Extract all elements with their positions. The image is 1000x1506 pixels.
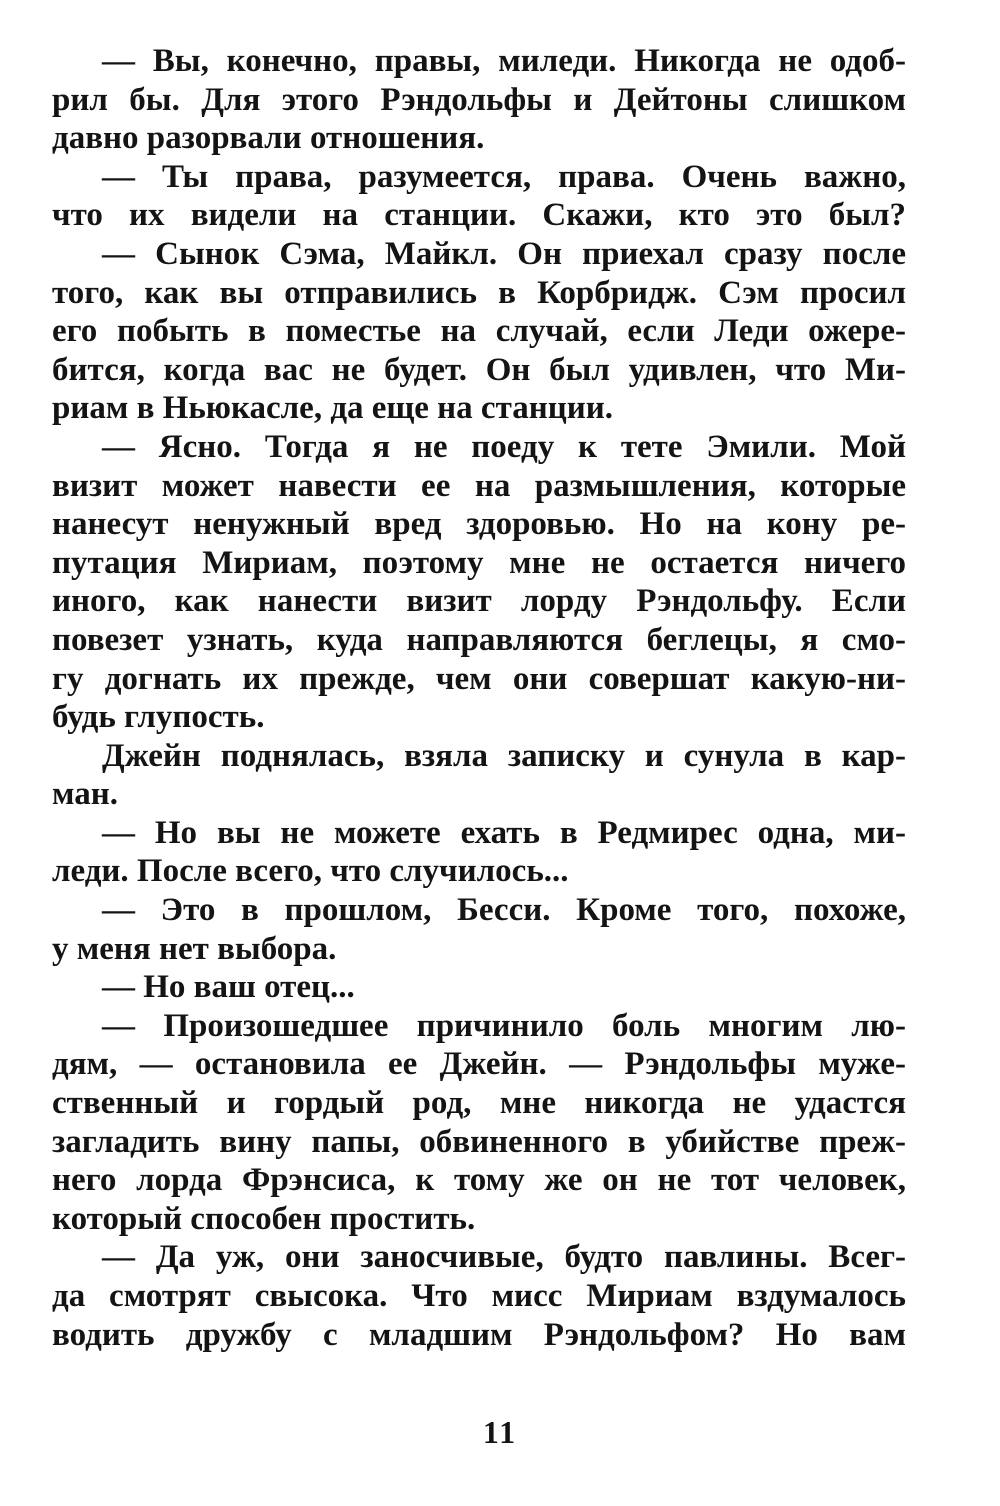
text-line: загладить вину папы, обвиненного в убийстве преж- [52, 1123, 906, 1160]
page-text [52, 42, 906, 1354]
text-line: ственный и гордый род, мне никогда не удастся [52, 1085, 906, 1122]
text-line: — Вы, конечно, правы, миледи. Никогда не одоб- [102, 43, 906, 79]
text-line: бится, когда вас не будет. Он был удивлен, что Ми- [52, 351, 906, 388]
text-line: будь глупость. [52, 699, 265, 736]
text-line: нанесут ненужный вред здоровью. Но на кону ре- [52, 506, 906, 543]
text-line: да смотрят свысока. Что мисс Мириам вздумалось [52, 1278, 906, 1314]
text-line: — Произошедшее причинило боль многим лю- [102, 1007, 906, 1044]
text-line: у меня нет выбора. [52, 930, 337, 967]
text-line: — Это в прошлом, Бесси. Кроме того, похоже, [102, 892, 906, 929]
text-line: — Но вы не можете ехать в Редмирес одна, ми- [102, 814, 906, 851]
text-line: ман. [52, 776, 119, 813]
text-line: Джейн поднялась, взяла записку и сунула в кар- [102, 737, 906, 774]
text-line: путация Мириам, поэтому мне не остается ничего [52, 544, 906, 581]
text-line: гу догнать их прежде, чем они совершат какую-ни- [52, 660, 906, 697]
text-line: повезет узнать, куда направляются беглецы, я смо- [52, 621, 906, 658]
text-line: риам в Ньюкасле, да еще на станции. [52, 390, 613, 427]
text-line: — Ты права, разумеется, права. Очень важно, [102, 158, 906, 195]
text-line: рил бы. Для этого Рэндольфы и Дейтоны слишком [52, 81, 906, 118]
text-line: дям, — остановила ее Джейн. — Рэндольфы муже- [52, 1046, 906, 1083]
text-line: — Да уж, они заносчивые, будто павлины. Всег- [102, 1239, 906, 1276]
text-line: водить дружбу с младшим Рэндольфом? Но вам [52, 1316, 906, 1353]
text-line: что их видели на станции. Скажи, кто это был? [52, 197, 906, 234]
text-line: леди. После всего, что случилось... [52, 853, 569, 890]
text-line: который способен простить. [52, 1200, 476, 1237]
text-line: его побыть в поместье на случай, если Леди ожере- [52, 313, 906, 350]
text-line: иного, как нанести визит лорду Рэндольфу. Если [52, 583, 906, 620]
text-line: — Но ваш отец... [102, 969, 355, 1006]
text-line: него лорда Фрэнсиса, к тому же он не тот человек, [52, 1162, 906, 1199]
text-line: — Сынок Сэма, Майкл. Он приехал сразу после [102, 235, 906, 272]
text-line: того, как вы отправились в Корбридж. Сэм просил [52, 274, 906, 311]
text-line: визит может навести ее на размышления, которые [52, 467, 906, 504]
text-line: давно разорвали отношения. [52, 120, 485, 157]
page-number: 11 [482, 1414, 518, 1450]
text-line: — Ясно. Тогда я не поеду к тете Эмили. Мой [102, 428, 906, 465]
